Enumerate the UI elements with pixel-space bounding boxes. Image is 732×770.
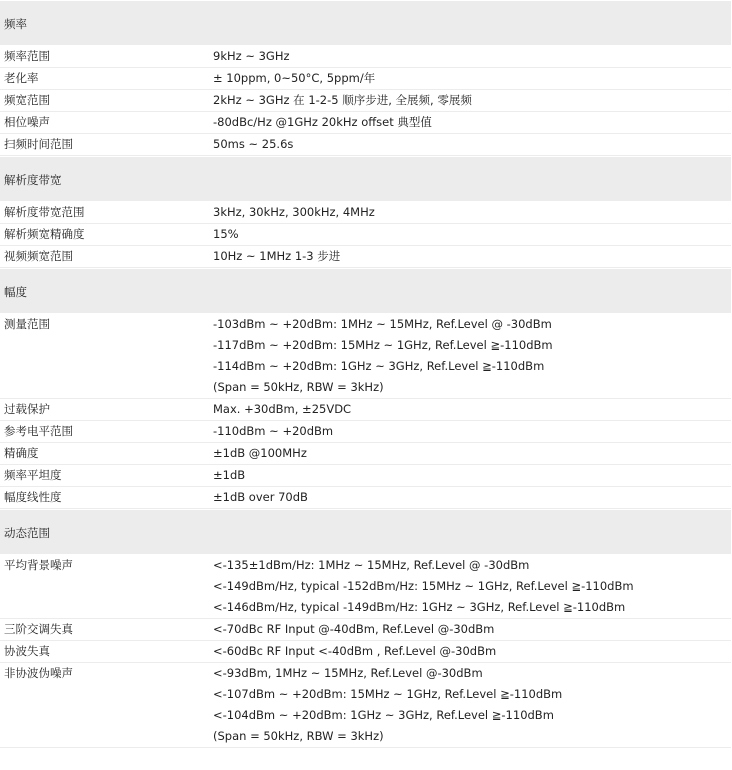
section-header: 解析度带宽	[0, 156, 731, 202]
spec-values	[210, 555, 731, 618]
spec-label: 频宽范围	[4, 93, 50, 107]
spec-row	[0, 641, 731, 663]
section-header: 幅度	[0, 268, 731, 314]
spec-row	[0, 314, 731, 399]
spec-value: (Span = 50kHz, RBW = 3kHz)	[213, 729, 384, 743]
spec-values	[210, 68, 731, 89]
spec-label: 视频频宽范围	[4, 249, 73, 263]
spec-row	[0, 465, 731, 487]
spec-row	[0, 487, 731, 509]
spec-label: 解析度带宽范围	[4, 205, 85, 219]
spec-value: (Span = 50kHz, RBW = 3kHz)	[213, 380, 384, 394]
spec-label: 参考电平范围	[4, 424, 73, 438]
spec-values	[210, 421, 731, 442]
spec-value: Max. +30dBm, ±25VDC	[213, 402, 352, 416]
spec-value: ±1dB	[213, 468, 246, 482]
spec-label: 频率平坦度	[4, 468, 62, 482]
spec-values	[210, 465, 731, 486]
spec-value: -103dBm ~ +20dBm: 1MHz ~ 15MHz, Ref.Level @ -30dBm	[213, 317, 552, 331]
spec-value: <-70dBc RF Input @-40dBm, Ref.Level @-30dBm	[213, 622, 495, 636]
spec-row	[0, 619, 731, 641]
spec-values	[210, 202, 731, 223]
section-header: 动态范围	[0, 509, 731, 555]
spec-value: 2kHz ~ 3GHz 在 1-2-5 顺序步进, 全展频, 零展频	[213, 93, 472, 107]
spec-value: 9kHz ~ 3GHz	[213, 49, 290, 63]
spec-label: 测量范围	[4, 317, 50, 331]
spec-value: 50ms ~ 25.6s	[213, 137, 294, 151]
spec-value: 10Hz ~ 1MHz 1-3 步进	[213, 249, 341, 263]
spec-values	[210, 663, 731, 747]
spec-value: <-149dBm/Hz, typical -152dBm/Hz: 15MHz ~ 1GHz, Ref.Level ≧-110dBm	[213, 579, 634, 593]
spec-value: ± 10ppm, 0~50°C, 5ppm/年	[213, 71, 376, 85]
spec-value: <-107dBm ~ +20dBm: 15MHz ~ 1GHz, Ref.Level ≧-110dBm	[213, 687, 563, 701]
spec-values	[210, 246, 731, 267]
spec-values	[210, 112, 731, 133]
spec-row	[0, 90, 731, 112]
spec-row	[0, 443, 731, 465]
spec-values	[210, 487, 731, 508]
spec-value: 3kHz, 30kHz, 300kHz, 4MHz	[213, 205, 375, 219]
spec-label: 过载保护	[4, 402, 50, 416]
spec-values	[210, 224, 731, 245]
spec-values	[210, 46, 731, 67]
spec-label: 平均背景噪声	[4, 558, 73, 572]
spec-values	[210, 314, 731, 398]
spec-label: 频率范围	[4, 49, 50, 63]
spec-value: -110dBm ~ +20dBm	[213, 424, 334, 438]
spec-label: 扫频时间范围	[4, 137, 73, 151]
spec-value: <-146dBm/Hz, typical -149dBm/Hz: 1GHz ~ 3GHz, Ref.Level ≧-110dBm	[213, 600, 626, 614]
spec-row	[0, 224, 731, 246]
spec-row	[0, 421, 731, 443]
spec-value: ±1dB over 70dB	[213, 490, 308, 504]
spec-row	[0, 112, 731, 134]
spec-value: <-104dBm ~ +20dBm: 1GHz ~ 3GHz, Ref.Level ≧-110dBm	[213, 708, 554, 722]
spec-label: 协波失真	[4, 644, 50, 658]
spec-row	[0, 663, 731, 748]
spec-value: -80dBc/Hz @1GHz 20kHz offset 典型值	[213, 115, 432, 129]
spec-row	[0, 134, 731, 156]
spec-value: ±1dB @100MHz	[213, 446, 307, 460]
spec-values	[210, 399, 731, 420]
spec-label: 精确度	[4, 446, 39, 460]
spec-label: 非协波伪噪声	[4, 666, 73, 680]
spec-label: 老化率	[4, 71, 39, 85]
spec-values	[210, 443, 731, 464]
spec-label: 解析频宽精确度	[4, 227, 85, 241]
spec-row	[0, 46, 731, 68]
spec-value: <-135±1dBm/Hz: 1MHz ~ 15MHz, Ref.Level @ -30dBm	[213, 558, 530, 572]
spec-row	[0, 246, 731, 268]
section-header: 频率	[0, 0, 731, 46]
spec-values	[210, 134, 731, 155]
spec-values	[210, 90, 731, 111]
spec-value: -114dBm ~ +20dBm: 1GHz ~ 3GHz, Ref.Level ≧-110dBm	[213, 359, 545, 373]
spec-value: -117dBm ~ +20dBm: 15MHz ~ 1GHz, Ref.Level ≧-110dBm	[213, 338, 553, 352]
spec-values	[210, 619, 731, 640]
spec-label: 三阶交调失真	[4, 622, 73, 636]
spec-row	[0, 202, 731, 224]
spec-label: 相位噪声	[4, 115, 50, 129]
spec-value: <-60dBc RF Input <-40dBm , Ref.Level @-30dBm	[213, 644, 497, 658]
spec-row	[0, 68, 731, 90]
spec-label: 幅度线性度	[4, 490, 62, 504]
spec-value: 15%	[213, 227, 239, 241]
spec-value: <-93dBm, 1MHz ~ 15MHz, Ref.Level @-30dBm	[213, 666, 483, 680]
spec-row	[0, 399, 731, 421]
spec-row	[0, 555, 731, 619]
spec-values	[210, 641, 731, 662]
